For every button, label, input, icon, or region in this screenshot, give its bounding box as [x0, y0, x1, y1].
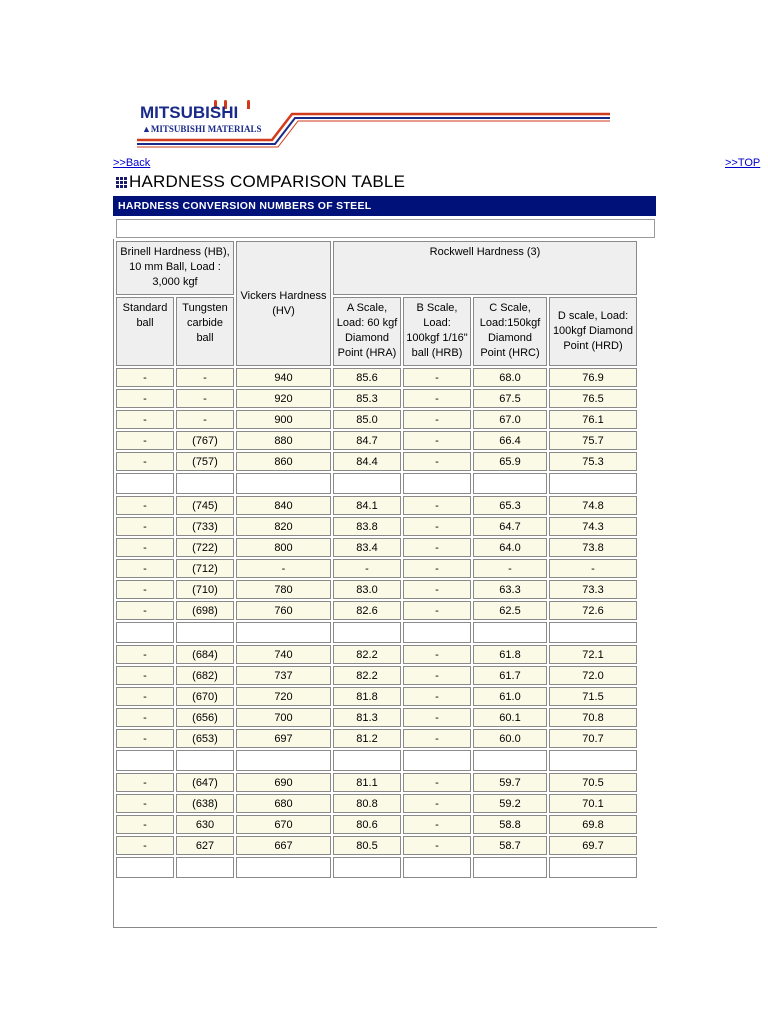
table-cell: 900	[236, 410, 331, 429]
table-cell: 58.7	[473, 836, 547, 855]
table-cell: 62.5	[473, 601, 547, 620]
table-cell: 820	[236, 517, 331, 536]
table-row	[116, 410, 637, 429]
table-row	[116, 431, 637, 450]
table-cell: -	[116, 666, 174, 685]
table-cell: -	[403, 517, 471, 536]
table-row	[116, 708, 637, 727]
table-cell: -	[116, 836, 174, 855]
table-cell: (647)	[176, 773, 234, 792]
table-cell: -	[116, 729, 174, 748]
table-row	[116, 496, 637, 515]
header-tungsten-ball: Tungsten carbide ball	[176, 297, 234, 366]
table-row	[116, 601, 637, 620]
table-cell: 59.7	[473, 773, 547, 792]
table-cell: (638)	[176, 794, 234, 813]
page-title: HARDNESS COMPARISON TABLE	[129, 172, 406, 191]
table-cell: 82.2	[333, 666, 401, 685]
table-cell: -	[116, 580, 174, 599]
table-cell: 83.4	[333, 538, 401, 557]
table-cell	[116, 473, 174, 494]
table-cell: 84.4	[333, 452, 401, 471]
table-cell: 700	[236, 708, 331, 727]
table-cell: 67.0	[473, 410, 547, 429]
table-cell: -	[403, 452, 471, 471]
table-cell	[236, 473, 331, 494]
table-cell: (712)	[176, 559, 234, 578]
table-cell: -	[116, 815, 174, 834]
table-cell: -	[176, 410, 234, 429]
table-cell: 75.7	[549, 431, 637, 450]
table-cell: 81.8	[333, 687, 401, 706]
table-cell: (722)	[176, 538, 234, 557]
table-cell	[473, 473, 547, 494]
table-cell: 760	[236, 601, 331, 620]
table-cell: -	[549, 559, 637, 578]
table-cell: 71.5	[549, 687, 637, 706]
table-cell: 70.1	[549, 794, 637, 813]
table-cell: 69.8	[549, 815, 637, 834]
header-c-scale: C Scale, Load:150kgf Diamond Point (HRC)	[473, 297, 547, 366]
table-cell	[333, 473, 401, 494]
grid-bullet-icon	[116, 177, 127, 188]
table-cell: 70.8	[549, 708, 637, 727]
table-cell: -	[403, 794, 471, 813]
table-cell	[116, 750, 174, 771]
table-cell: 720	[236, 687, 331, 706]
table-cell	[549, 857, 637, 878]
table-cell: 83.8	[333, 517, 401, 536]
table-cell: 61.0	[473, 687, 547, 706]
table-cell: -	[403, 538, 471, 557]
table-cell: 73.3	[549, 580, 637, 599]
table-cell	[403, 750, 471, 771]
table-cell: -	[116, 773, 174, 792]
table-cell: -	[403, 815, 471, 834]
table-cell: 670	[236, 815, 331, 834]
table-cell: 697	[236, 729, 331, 748]
table-row	[116, 773, 637, 792]
table-cell: 780	[236, 580, 331, 599]
table-cell: 60.1	[473, 708, 547, 727]
table-row	[116, 794, 637, 813]
table-cell: 61.8	[473, 645, 547, 664]
header-b-scale: B Scale, Load: 100kgf 1/16" ball (HRB)	[403, 297, 471, 366]
table-cell: 81.1	[333, 773, 401, 792]
table-cell: (733)	[176, 517, 234, 536]
table-cell	[549, 750, 637, 771]
table-spacer-row	[116, 750, 637, 771]
table-spacer-row	[116, 473, 637, 494]
table-cell	[236, 750, 331, 771]
header-rockwell: Rockwell Hardness (3)	[333, 241, 637, 295]
table-cell: 72.0	[549, 666, 637, 685]
table-cell: 58.8	[473, 815, 547, 834]
table-cell: (653)	[176, 729, 234, 748]
page-title-row	[116, 172, 405, 192]
table-cell	[403, 622, 471, 643]
table-cell: -	[116, 601, 174, 620]
table-cell: 67.5	[473, 389, 547, 408]
table-cell	[333, 750, 401, 771]
table-cell: -	[176, 368, 234, 387]
table-cell: (670)	[176, 687, 234, 706]
table-cell: 72.6	[549, 601, 637, 620]
table-cell: 63.3	[473, 580, 547, 599]
table-cell: -	[176, 389, 234, 408]
table-cell: -	[403, 708, 471, 727]
table-cell: -	[116, 389, 174, 408]
table-cell: -	[403, 645, 471, 664]
table-cell: 65.3	[473, 496, 547, 515]
table-cell: -	[116, 687, 174, 706]
table-cell: -	[116, 368, 174, 387]
table-cell: 70.5	[549, 773, 637, 792]
table-cell: 740	[236, 645, 331, 664]
table-cell: 85.3	[333, 389, 401, 408]
table-cell: 800	[236, 538, 331, 557]
table-cell: -	[403, 410, 471, 429]
table-cell: 85.0	[333, 410, 401, 429]
table-cell	[176, 622, 234, 643]
table-cell: 60.0	[473, 729, 547, 748]
hardness-table	[114, 239, 639, 880]
table-cell: -	[403, 666, 471, 685]
table-cell: 85.6	[333, 368, 401, 387]
table-cell: 860	[236, 452, 331, 471]
table-cell: -	[116, 410, 174, 429]
table-cell: 840	[236, 496, 331, 515]
table-cell: 80.6	[333, 815, 401, 834]
table-cell: 680	[236, 794, 331, 813]
table-row	[116, 815, 637, 834]
table-cell: 80.8	[333, 794, 401, 813]
table-cell: -	[116, 517, 174, 536]
table-spacer-row	[116, 622, 637, 643]
table-cell: 737	[236, 666, 331, 685]
table-cell: (656)	[176, 708, 234, 727]
table-cell: -	[236, 559, 331, 578]
table-cell	[473, 622, 547, 643]
table-cell: 61.7	[473, 666, 547, 685]
table-cell: 690	[236, 773, 331, 792]
table-cell	[333, 622, 401, 643]
table-row	[116, 368, 637, 387]
table-cell: -	[403, 580, 471, 599]
table-cell	[473, 857, 547, 878]
table-cell: 880	[236, 431, 331, 450]
table-cell: -	[116, 645, 174, 664]
table-cell: -	[403, 601, 471, 620]
table-cell	[403, 473, 471, 494]
table-cell: -	[116, 794, 174, 813]
table-cell	[473, 750, 547, 771]
table-cell: -	[403, 836, 471, 855]
section-header-bar: HARDNESS CONVERSION NUMBERS OF STEEL	[113, 196, 656, 216]
table-cell: 64.7	[473, 517, 547, 536]
table-cell: -	[116, 452, 174, 471]
table-cell: -	[403, 431, 471, 450]
table-cell: -	[403, 368, 471, 387]
table-cell: 80.5	[333, 836, 401, 855]
table-cell: 76.9	[549, 368, 637, 387]
table-cell: 65.9	[473, 452, 547, 471]
table-row	[116, 389, 637, 408]
table-row	[116, 517, 637, 536]
table-cell	[549, 622, 637, 643]
table-row	[116, 559, 637, 578]
table-cell: 64.0	[473, 538, 547, 557]
table-cell: (684)	[176, 645, 234, 664]
table-cell: (757)	[176, 452, 234, 471]
mitsubishi-logo	[112, 100, 612, 150]
table-row	[116, 836, 637, 855]
logo-subtitle: ▲MITSUBISHI MATERIALS	[142, 124, 262, 134]
header-brinell: Brinell Hardness (HB), 10 mm Ball, Load : 3,000 kgf	[116, 241, 234, 295]
table-cell	[176, 857, 234, 878]
table-cell	[333, 857, 401, 878]
table-cell	[549, 473, 637, 494]
table-cell: -	[333, 559, 401, 578]
table-cell: 940	[236, 368, 331, 387]
header-standard-ball: Standard ball	[116, 297, 174, 366]
table-cell	[403, 857, 471, 878]
table-cell: (767)	[176, 431, 234, 450]
table-cell: 74.8	[549, 496, 637, 515]
blank-row	[116, 219, 655, 238]
table-cell: -	[116, 538, 174, 557]
table-cell: 81.3	[333, 708, 401, 727]
table-row	[116, 580, 637, 599]
table-spacer-row	[116, 857, 637, 878]
logo-wordmark: MITSUBISHI	[140, 103, 239, 122]
table-cell: -	[403, 729, 471, 748]
table-cell: 83.0	[333, 580, 401, 599]
table-cell: -	[473, 559, 547, 578]
table-cell: -	[116, 496, 174, 515]
table-cell: (698)	[176, 601, 234, 620]
table-cell: 69.7	[549, 836, 637, 855]
table-cell: -	[116, 708, 174, 727]
table-cell: 73.8	[549, 538, 637, 557]
table-cell: 59.2	[473, 794, 547, 813]
table-cell: -	[403, 773, 471, 792]
table-cell: 667	[236, 836, 331, 855]
table-row	[116, 645, 637, 664]
table-cell: 75.3	[549, 452, 637, 471]
table-cell	[116, 857, 174, 878]
table-cell: 76.1	[549, 410, 637, 429]
logo-flame-icon	[247, 100, 250, 109]
table-cell: 74.3	[549, 517, 637, 536]
top-link[interactable]: >>TOP	[725, 157, 761, 169]
table-cell	[236, 857, 331, 878]
table-cell: -	[116, 431, 174, 450]
header-vickers: Vickers Hardness (HV)	[236, 241, 331, 366]
table-row	[116, 687, 637, 706]
header-a-scale: A Scale, Load: 60 kgf Diamond Point (HRA)	[333, 297, 401, 366]
table-cell: -	[403, 687, 471, 706]
table-cell: (745)	[176, 496, 234, 515]
table-cell: 920	[236, 389, 331, 408]
table-cell: 70.7	[549, 729, 637, 748]
table-cell: 82.2	[333, 645, 401, 664]
header-d-scale: D scale, Load: 100kgf Diamond Point (HRD)	[549, 297, 637, 366]
table-cell	[176, 750, 234, 771]
table-row	[116, 538, 637, 557]
table-cell: 630	[176, 815, 234, 834]
table-cell: 68.0	[473, 368, 547, 387]
table-cell: 66.4	[473, 431, 547, 450]
table-cell: 76.5	[549, 389, 637, 408]
hardness-table-container	[113, 239, 657, 928]
table-row	[116, 452, 637, 471]
table-cell: 627	[176, 836, 234, 855]
table-cell: 82.6	[333, 601, 401, 620]
table-cell	[116, 622, 174, 643]
table-cell: -	[116, 559, 174, 578]
table-cell: 72.1	[549, 645, 637, 664]
table-cell: 84.1	[333, 496, 401, 515]
back-link[interactable]: >>Back	[113, 157, 151, 169]
table-row	[116, 729, 637, 748]
table-cell	[176, 473, 234, 494]
table-cell	[236, 622, 331, 643]
table-cell: (710)	[176, 580, 234, 599]
table-cell: (682)	[176, 666, 234, 685]
table-cell: -	[403, 389, 471, 408]
table-cell: -	[403, 559, 471, 578]
table-cell: 84.7	[333, 431, 401, 450]
table-row	[116, 666, 637, 685]
table-cell: -	[403, 496, 471, 515]
table-cell: 81.2	[333, 729, 401, 748]
